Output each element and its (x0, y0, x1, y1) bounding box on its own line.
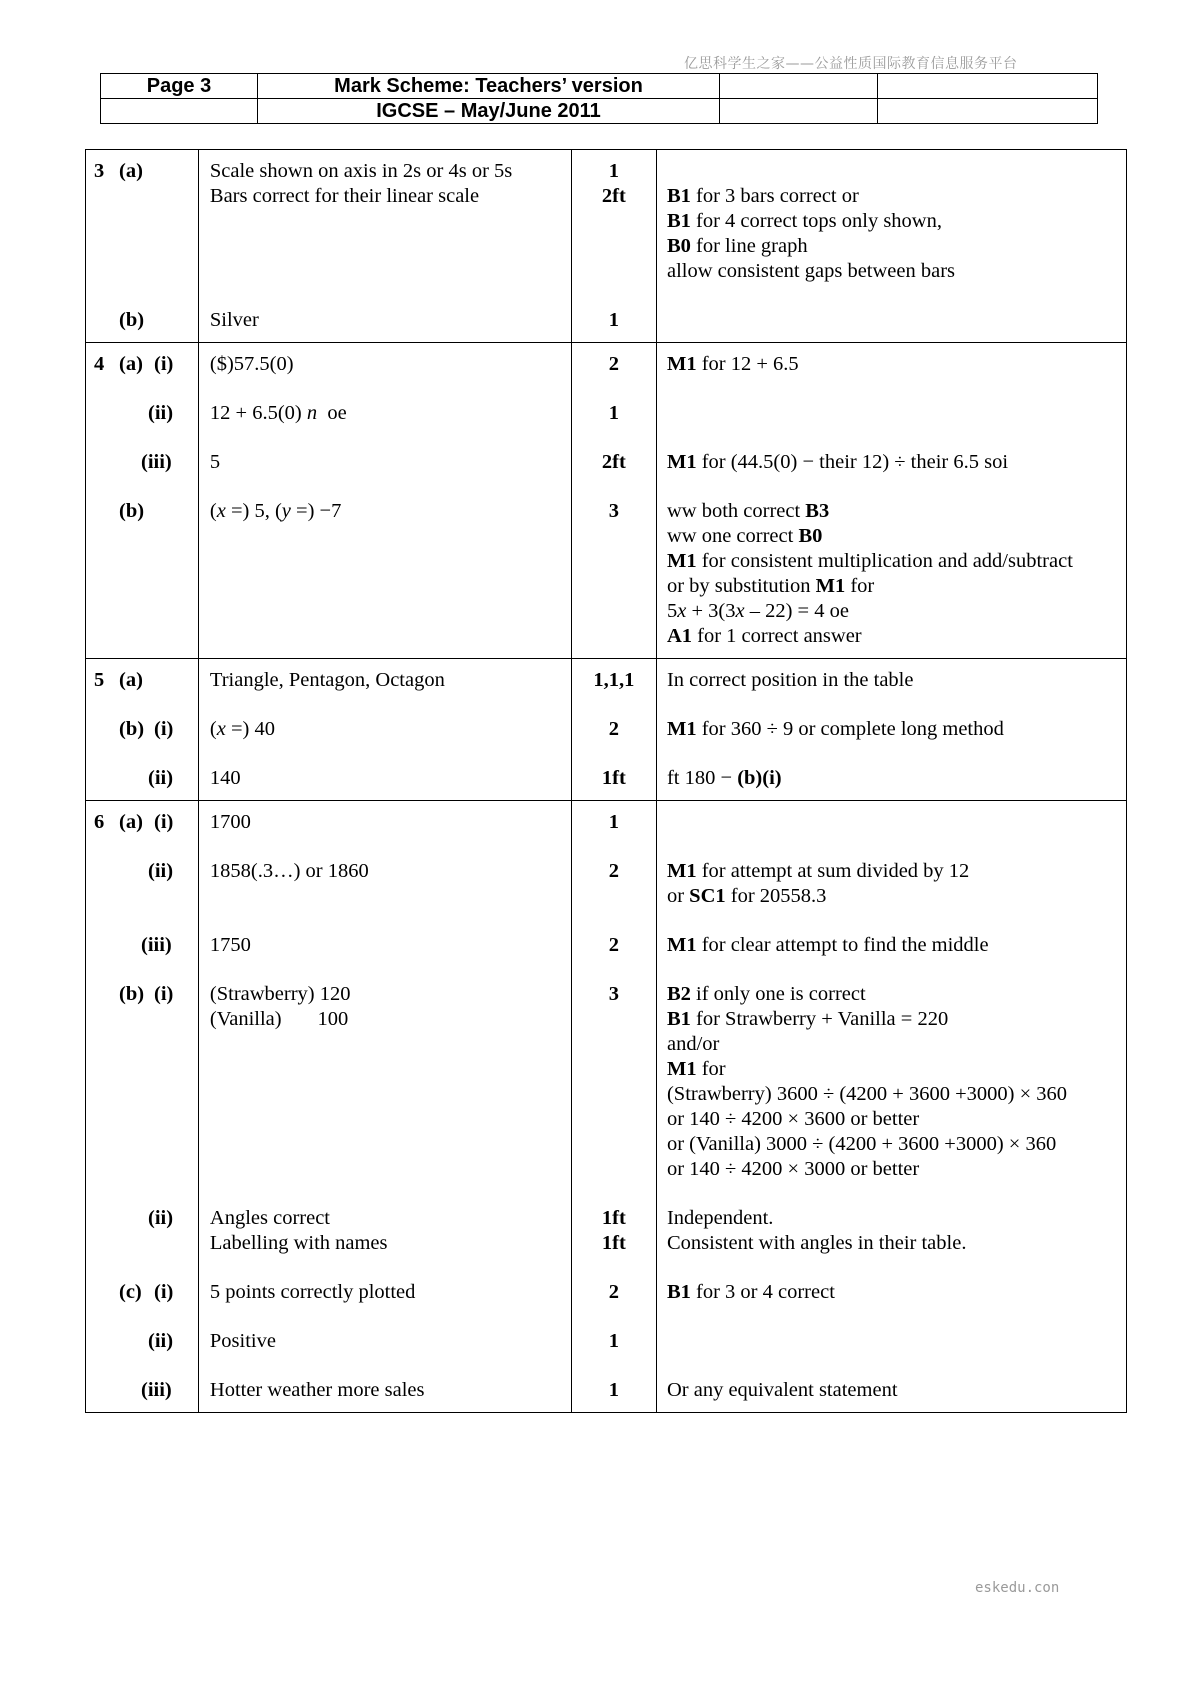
note-text: B1 for 3 or 4 correct (666, 1281, 835, 1303)
part-label: (a) (119, 669, 143, 691)
mark-scheme-table (85, 149, 1127, 1413)
answer-text: Bars correct for their linear scale (209, 185, 480, 207)
mark-value: 1 (608, 1330, 619, 1352)
subpart-label: (ii) (148, 860, 174, 882)
subpart-label: (ii) (148, 1330, 174, 1352)
answer-text: Labelling with names (209, 1232, 388, 1254)
answer-text: 12 + 6.5(0) n oe (209, 402, 347, 424)
subpart-label: (i) (154, 353, 174, 375)
question-number: 6 (94, 811, 105, 833)
question-labels (86, 150, 199, 343)
marks-cell (571, 343, 656, 659)
answer-text: 5 (209, 451, 221, 473)
answer-text: Hotter weather more sales (209, 1379, 425, 1401)
answer-text: (Vanilla) 100 (209, 1008, 349, 1030)
subpart-label: (i) (154, 718, 174, 740)
note-text: Consistent with angles in their table. (666, 1232, 967, 1254)
note-text: allow consistent gaps between bars (666, 260, 956, 282)
answer-text: 5 points correctly plotted (209, 1281, 416, 1303)
subpart-label: (ii) (148, 402, 174, 424)
note-text: B0 for line graph (666, 235, 808, 257)
answer-cell (198, 343, 571, 659)
header-empty-cell (101, 99, 258, 124)
header-empty-cell (720, 74, 878, 99)
question-number: 3 (94, 160, 105, 182)
question-3-row (86, 150, 1127, 343)
note-text: M1 for (44.5(0) − their 12) ÷ their 6.5 soi (666, 451, 1009, 473)
header-empty-cell (878, 99, 1098, 124)
note-text: ww one correct B0 (666, 525, 823, 547)
answer-cell (198, 150, 571, 343)
part-label: (a) (119, 160, 143, 182)
note-text: and/or (666, 1033, 720, 1055)
answer-text: (x =) 40 (209, 718, 275, 740)
question-5-row (86, 659, 1127, 801)
exam-session: IGCSE – May/June 2011 (258, 99, 720, 124)
part-label: (a) (119, 811, 143, 833)
answer-text: (x =) 5, (y =) −7 (209, 500, 342, 522)
note-text: M1 for 360 ÷ 9 or complete long method (666, 718, 1004, 740)
part-label: (b) (119, 500, 145, 522)
note-text: ww both correct B3 (666, 500, 830, 522)
note-text: Independent. (666, 1207, 774, 1229)
note-text: Or any equivalent statement (666, 1379, 898, 1401)
mark-value: 3 (608, 500, 619, 522)
notes-cell (656, 659, 1126, 801)
part-label: (b) (119, 983, 145, 1005)
answer-text: Silver (209, 309, 259, 331)
answer-cell (198, 659, 571, 801)
answer-text: 1750 (209, 934, 251, 956)
note-text: or 140 ÷ 4200 × 3000 or better (666, 1158, 920, 1180)
mark-value: 2 (608, 1281, 619, 1303)
part-label: (a) (119, 353, 143, 375)
note-text: B2 if only one is correct (666, 983, 866, 1005)
answer-text: ($)57.5(0) (209, 353, 294, 375)
note-text: In correct position in the table (666, 669, 914, 691)
marks-cell (571, 659, 656, 801)
mark-value: 3 (608, 983, 619, 1005)
watermark-top: 亿思科学生之家——公益性质国际教育信息服务平台 (684, 56, 1018, 72)
subpart-label: (iii) (141, 934, 172, 956)
mark-value: 1 (608, 160, 619, 182)
answer-text: Angles correct (209, 1207, 330, 1229)
note-text: M1 for consistent multiplication and add/subtract (666, 550, 1073, 572)
answer-text: (Strawberry) 120 (209, 983, 351, 1005)
notes-cell (656, 343, 1126, 659)
mark-value: 1 (608, 811, 619, 833)
page-header (100, 73, 1098, 124)
question-number: 4 (94, 353, 105, 375)
header-empty-cell (720, 99, 878, 124)
mark-value: 2ft (601, 451, 626, 473)
subpart-label: (iii) (141, 1379, 172, 1401)
note-text: or SC1 for 20558.3 (666, 885, 827, 907)
note-text: (Strawberry) 3600 ÷ (4200 + 3600 +3000) × 360 (666, 1083, 1068, 1105)
note-text: or by substitution M1 for (666, 575, 875, 597)
mark-value: 2ft (601, 185, 626, 207)
answer-text: Scale shown on axis in 2s or 4s or 5s (209, 160, 513, 182)
part-label: (b) (119, 309, 145, 331)
notes-cell (656, 150, 1126, 343)
watermark-bottom: eskedu.con (975, 1580, 1060, 1596)
mark-value: 1 (608, 309, 619, 331)
note-text: A1 for 1 correct answer (666, 625, 862, 647)
question-labels (86, 343, 199, 659)
mark-value: 1 (608, 1379, 619, 1401)
subpart-label: (iii) (141, 451, 172, 473)
question-labels (86, 659, 199, 801)
document-title: Mark Scheme: Teachers’ version (258, 74, 720, 99)
note-text: 5x + 3(3x – 22) = 4 oe (666, 600, 849, 622)
subpart-label: (ii) (148, 767, 174, 789)
marks-cell (571, 150, 656, 343)
note-text: B1 for 3 bars correct or (666, 185, 859, 207)
subpart-label: (ii) (148, 1207, 174, 1229)
note-text: M1 for clear attempt to find the middle (666, 934, 989, 956)
subpart-label: (i) (154, 811, 174, 833)
question-4-row (86, 343, 1127, 659)
answer-text: Triangle, Pentagon, Octagon (209, 669, 445, 691)
subpart-label: (i) (154, 983, 174, 1005)
mark-value: 1ft (601, 767, 626, 789)
part-label: (c) (119, 1281, 142, 1303)
note-text: M1 for attempt at sum divided by 12 (666, 860, 970, 882)
mark-value: 2 (608, 718, 619, 740)
mark-value: 1ft (601, 1207, 626, 1229)
mark-value: 1 (608, 402, 619, 424)
answer-text: Positive (209, 1330, 276, 1352)
mark-value: 1ft (601, 1232, 626, 1254)
answer-text: 1858(.3…) or 1860 (209, 860, 369, 882)
answer-cell (198, 801, 571, 1413)
note-text: ft 180 − (b)(i) (666, 767, 782, 789)
question-labels (86, 801, 199, 1413)
marks-cell (571, 801, 656, 1413)
question-number: 5 (94, 669, 105, 691)
mark-value: 2 (608, 934, 619, 956)
note-text: M1 for (666, 1058, 726, 1080)
note-text: or 140 ÷ 4200 × 3600 or better (666, 1108, 920, 1130)
header-empty-cell (878, 74, 1098, 99)
question-6-row (86, 801, 1127, 1413)
answer-text: 140 (209, 767, 241, 789)
subpart-label: (i) (154, 1281, 174, 1303)
note-text: B1 for 4 correct tops only shown, (666, 210, 942, 232)
note-text: M1 for 12 + 6.5 (666, 353, 799, 375)
mark-value: 2 (608, 353, 619, 375)
mark-value: 1,1,1 (593, 669, 635, 691)
note-text: or (Vanilla) 3000 ÷ (4200 + 3600 +3000) × 360 (666, 1133, 1057, 1155)
page-number: Page 3 (101, 74, 258, 99)
mark-value: 2 (608, 860, 619, 882)
part-label: (b) (119, 718, 145, 740)
answer-text: 1700 (209, 811, 251, 833)
notes-cell (656, 801, 1126, 1413)
note-text: B1 for Strawberry + Vanilla = 220 (666, 1008, 949, 1030)
